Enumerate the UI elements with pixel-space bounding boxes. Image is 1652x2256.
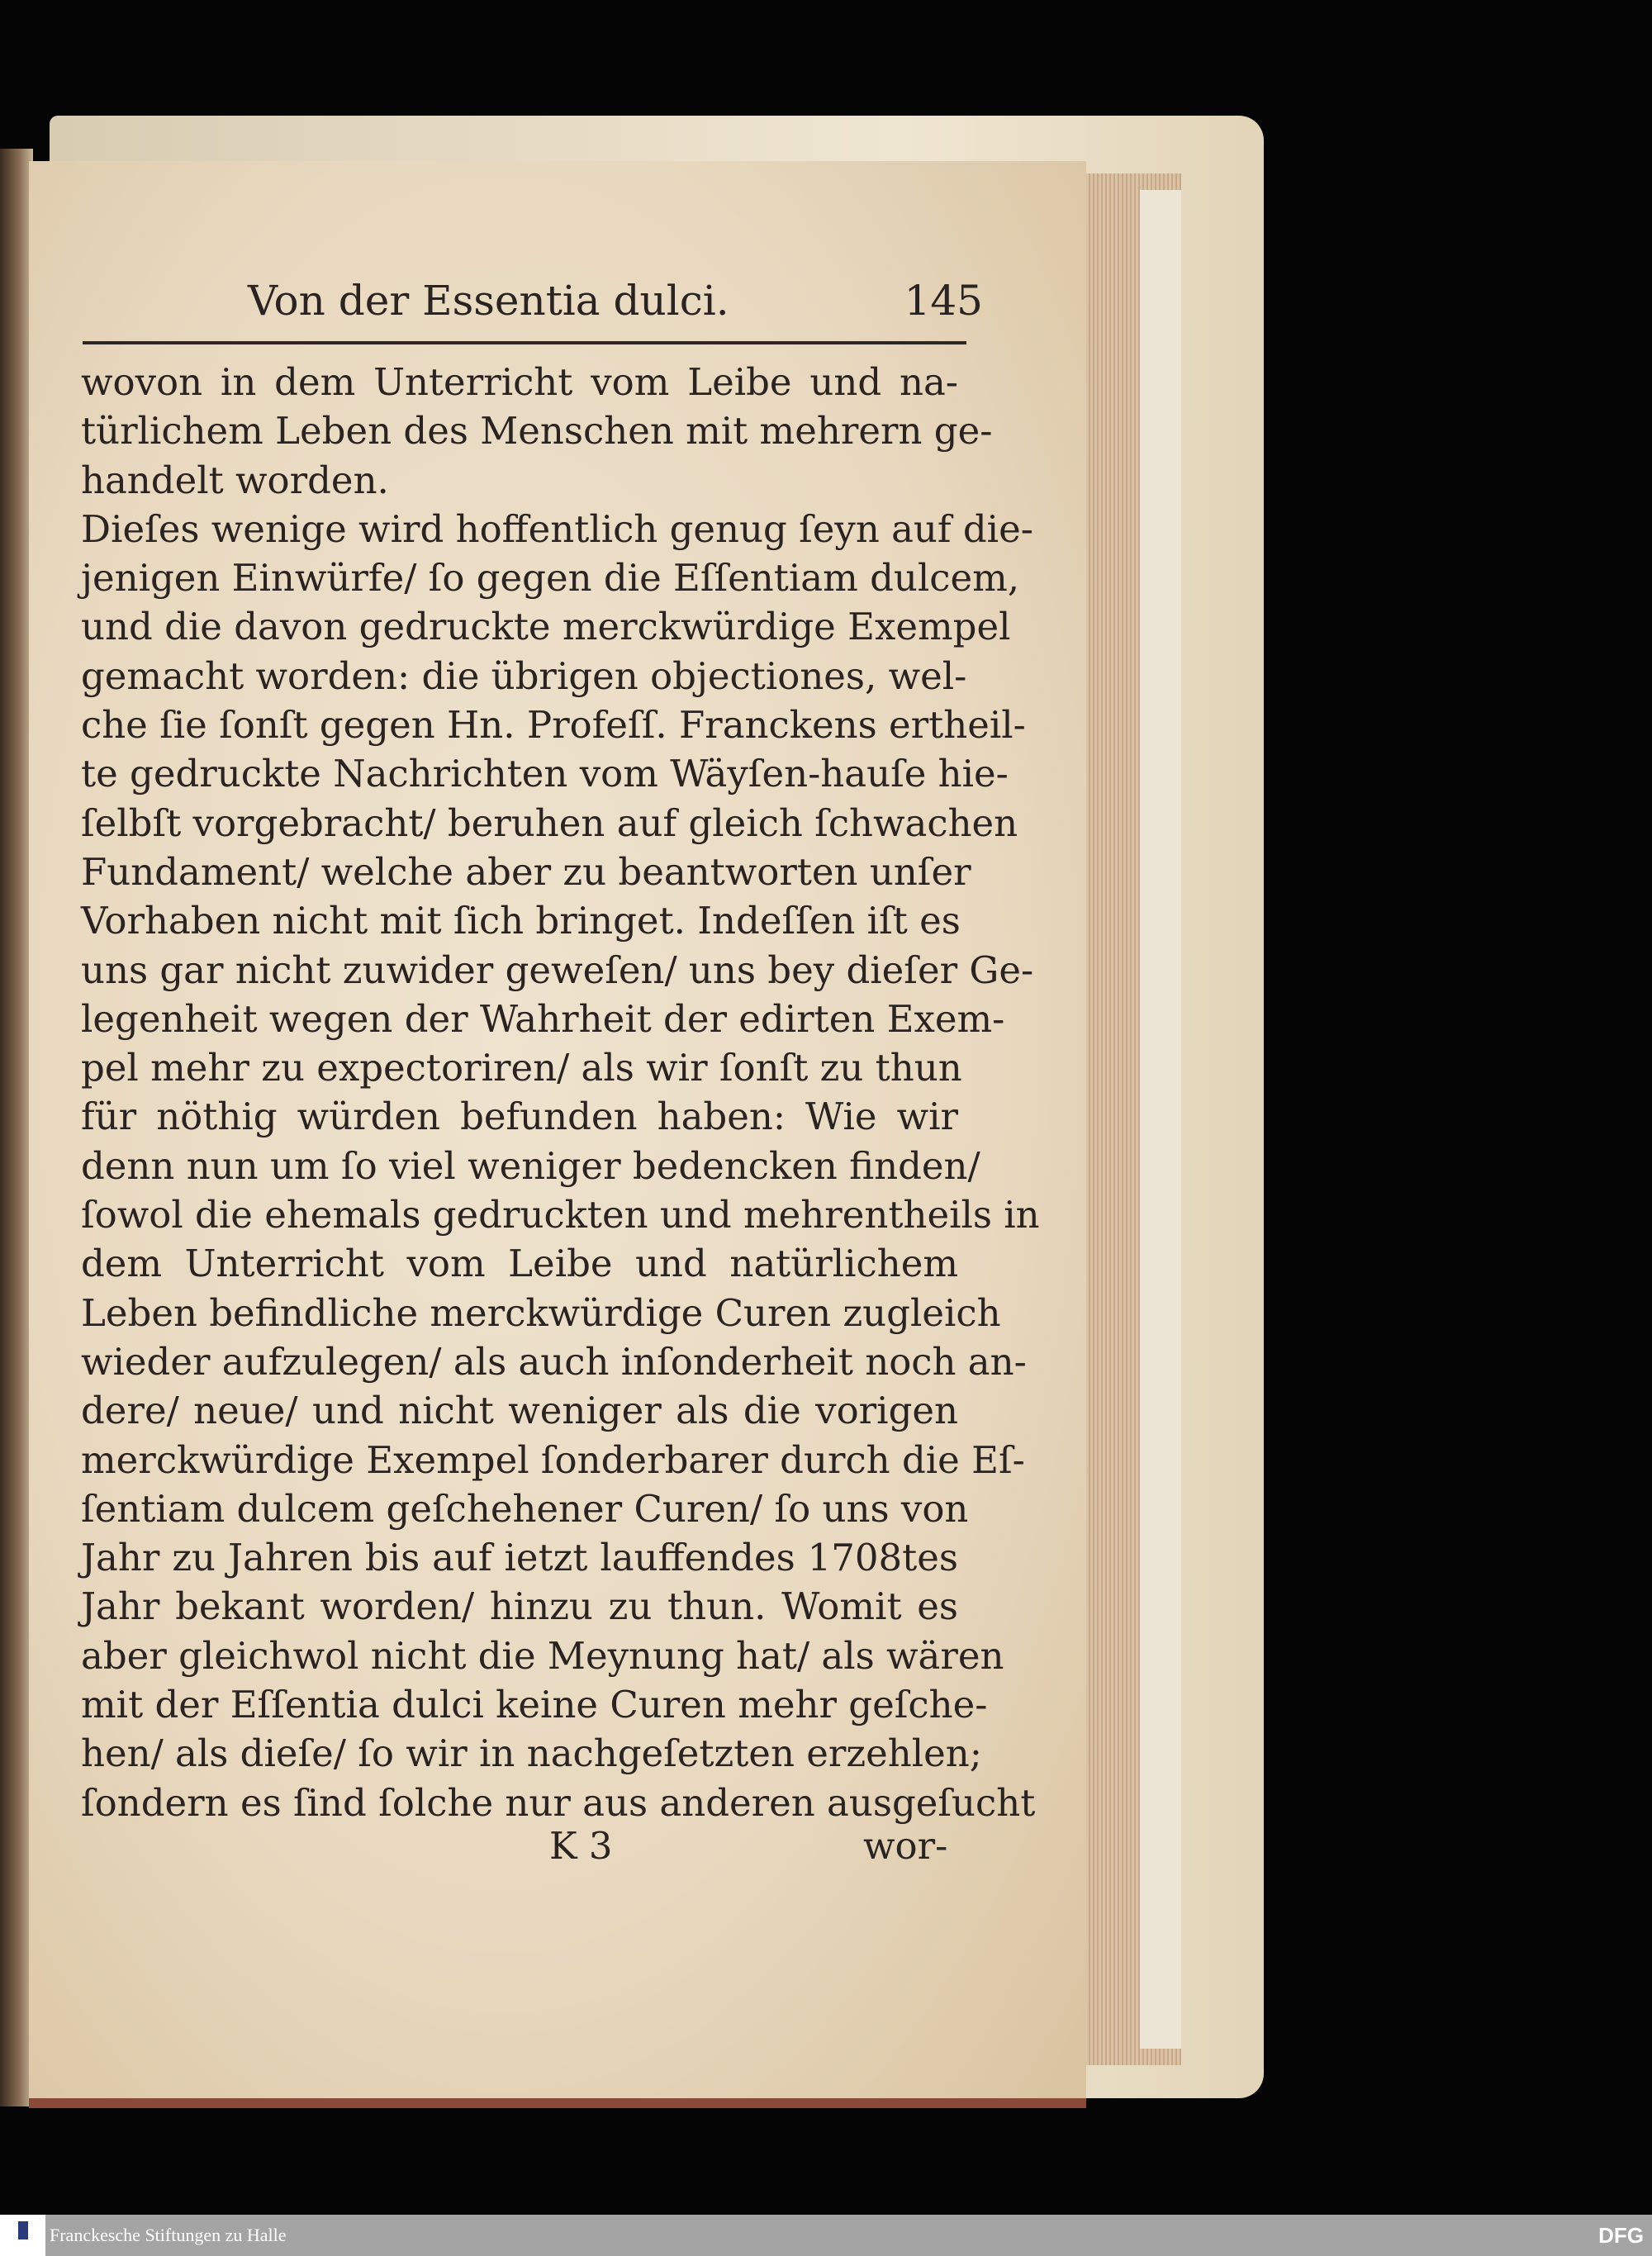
text-line: Leben befindliche merckwürdige Curen zugleich: [81, 1290, 1001, 1335]
body-text: [81, 358, 1040, 1827]
text-line: che ſie ſonſt gegen Hn. Profeſſ. Franckens ertheil-: [81, 703, 1026, 748]
back-leaf: [1140, 190, 1181, 2049]
signature-mark: K 3: [549, 1824, 613, 1868]
text-line: handelt worden.: [81, 458, 389, 502]
dfg-logo: DFG: [1598, 2223, 1644, 2248]
text-line: te gedruckte Nachrichten vom Wäyſen-hauſe hie-: [81, 752, 1009, 796]
running-title: Von der Essentia dulci.: [248, 277, 729, 325]
institution-logo: [0, 2215, 45, 2256]
header-rule: [83, 341, 966, 344]
footer-bar: [0, 2215, 1652, 2256]
text-line: mit der Eſſentia dulci keine Curen mehr geſche-: [81, 1683, 988, 1727]
text-line: dem Unterricht vom Leibe und natürlichem: [81, 1242, 958, 1286]
text-line: denn nun um ſo viel weniger bedencken finden/: [81, 1143, 980, 1188]
institution-name: Franckesche Stiftungen zu Halle: [50, 2225, 287, 2245]
text-line: hen/ als dieſe/ ſo wir in nachgeſetzten erzehlen;: [81, 1731, 982, 1776]
text-line: gemacht worden: die übrigen objectiones, wel-: [81, 653, 967, 698]
running-header: [248, 277, 983, 326]
text-line: wovon in dem Unterricht vom Leibe und na-: [81, 360, 958, 404]
book-spine: [0, 149, 33, 2106]
text-line: für nöthig würden befunden haben: Wie wir: [81, 1095, 958, 1139]
text-line: merckwürdige Exempel ſonderbarer durch die Eſ-: [81, 1437, 1025, 1482]
text-line: und die davon gedruckte merckwürdige Exempel: [81, 605, 1011, 649]
text-line: dere/ neue/ und nicht weniger als die vorigen: [81, 1389, 958, 1433]
text-line: ſowol die ehemals gedruckten und mehrentheils in: [81, 1193, 1040, 1237]
text-line: Dieſes wenige wird hoffentlich genug ſeyn auf die-: [81, 506, 1033, 551]
text-line: legenheit wegen der Wahrheit der edirten Exem-: [81, 996, 1005, 1041]
text-line: uns gar nicht zuwider geweſen/ uns bey dieſer Ge-: [81, 948, 1034, 992]
text-line: Jahr bekant worden/ hinzu zu thun. Womit es: [81, 1584, 958, 1629]
text-line: türlichem Leben des Menschen mit mehrern ge-: [81, 409, 993, 454]
text-line: pel mehr zu expectoriren/ als wir ſonſt zu thun: [81, 1046, 962, 1090]
text-line: wieder aufzulegen/ als auch inſonderheit noch an-: [81, 1339, 1027, 1384]
text-line: Vorhaben nicht mit ſich bringet. Indeſſen iſt es: [81, 899, 961, 943]
text-line: ſondern es ſind ſolche nur aus anderen ausgeſucht: [81, 1780, 1036, 1825]
text-line: aber gleichwol nicht die Meynung hat/ als wären: [81, 1633, 1004, 1678]
text-line: ſentiam dulcem geſchehener Curen/ ſo uns von: [81, 1486, 969, 1531]
page-number: 145: [904, 277, 983, 325]
text-line: Jahr zu Jahren bis auf ietzt lauffendes 1708tes: [81, 1536, 958, 1580]
text-line: jenigen Einwürfe/ ſo gegen die Eſſentiam dulcem,: [81, 556, 1020, 601]
text-line: ſelbſt vorgebracht/ beruhen auf gleich ſchwachen: [81, 800, 1018, 845]
catchword: wor-: [863, 1824, 948, 1868]
text-line: Fundament/ welche aber zu beantworten unſer: [81, 849, 971, 894]
